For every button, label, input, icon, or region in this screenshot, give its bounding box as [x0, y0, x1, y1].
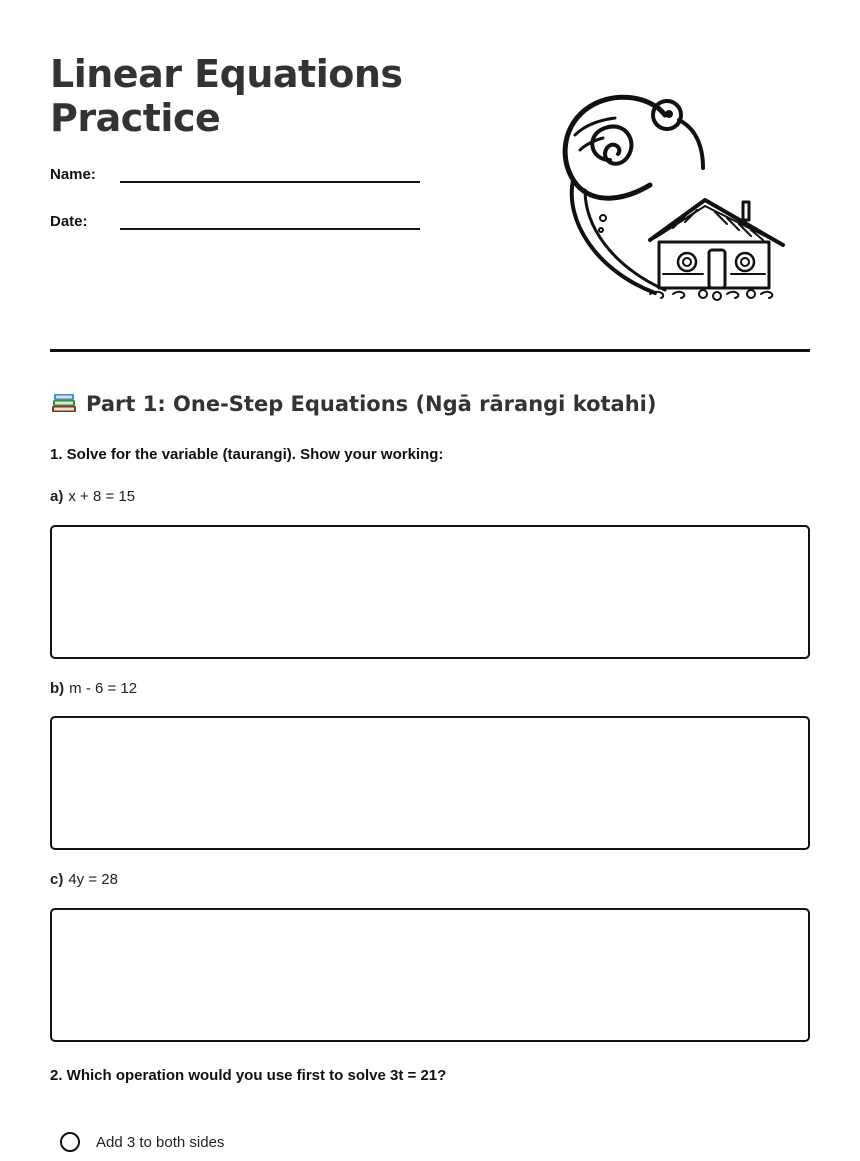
- worksheet-title: [50, 52, 470, 140]
- option-label: Add 3 to both sides: [96, 1133, 225, 1151]
- question-2-prompt: 2. Which operation would you use first to solve 3t = 21?: [50, 1067, 447, 1084]
- question-1c-equation: 4y = 28: [68, 871, 118, 888]
- answer-box-1b[interactable]: [50, 716, 810, 850]
- books-icon: [50, 391, 78, 415]
- section-divider: [50, 349, 810, 352]
- question-1a-equation: x + 8 = 15: [68, 488, 136, 505]
- answer-box-1c[interactable]: [50, 908, 810, 1042]
- date-input-line[interactable]: [120, 228, 420, 230]
- part1-heading: [50, 388, 810, 420]
- name-input-line[interactable]: [120, 181, 420, 183]
- question-1a-letter: a): [50, 488, 64, 505]
- radio-button[interactable]: [60, 1132, 80, 1152]
- date-label: Date:: [50, 213, 88, 230]
- name-field-row: [50, 166, 420, 192]
- answer-box-1a[interactable]: [50, 525, 810, 659]
- question-1b: [50, 680, 137, 697]
- kiwi-bird-wharenui-icon: [555, 90, 790, 305]
- title-line-1: Linear Equations: [50, 52, 403, 96]
- question-1a: [50, 488, 135, 505]
- name-label: Name:: [50, 166, 96, 183]
- part1-heading-text: Part 1: One-Step Equations (Ngā rārangi kotahi): [86, 392, 657, 416]
- question-1b-letter: b): [50, 680, 65, 697]
- date-field-row: [50, 213, 420, 239]
- question-1c-letter: c): [50, 871, 64, 888]
- title-line-2: Practice: [50, 96, 221, 140]
- question-2-option-1[interactable]: [60, 1129, 224, 1155]
- question-1-prompt: 1. Solve for the variable (taurangi). Show your working:: [50, 446, 444, 463]
- question-1b-equation: m - 6 = 12: [69, 680, 138, 697]
- question-1c: [50, 871, 118, 888]
